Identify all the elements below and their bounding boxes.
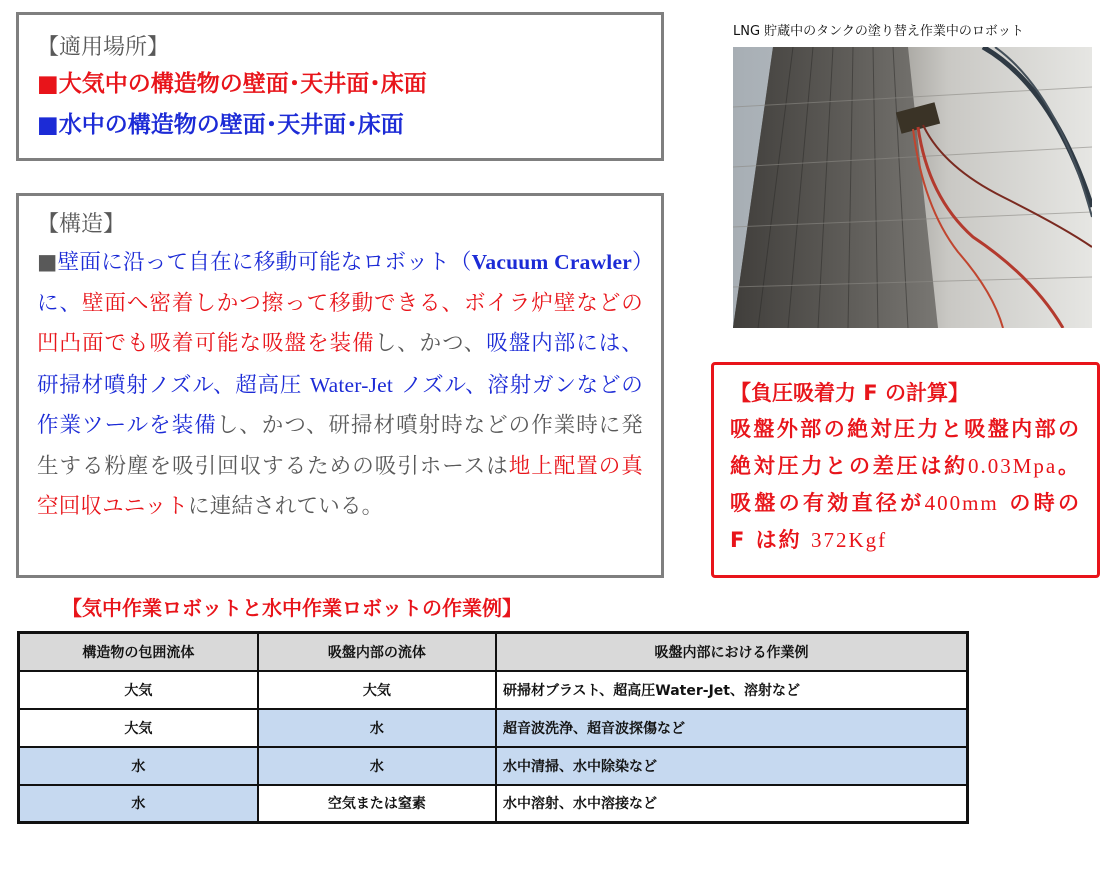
calc-force-value: 372Kgf [810, 528, 888, 552]
header-surrounding-fluid: 構造物の包囲流体 [19, 633, 258, 671]
structure-text-tools-1: 吸盤内部には、研掃材噴射ノズル、超高圧 [37, 331, 643, 398]
scope-line-water: ■水中の構造物の壁面･天井面･床面 [37, 112, 404, 138]
structure-body [37, 242, 643, 528]
work-example-table [17, 631, 969, 824]
structure-text-suction-cup: 壁面へ密着しかつ擦って移動できる、ボイラ炉壁などの凹凸面でも吸着可能な吸盤を装備 [37, 290, 643, 356]
header-work-example: 吸盤内部における作業例 [496, 633, 968, 671]
table-cell: 大気 [258, 671, 496, 709]
table-heading: 【気中作業ロボットと水中作業ロボットの作業例】 [62, 596, 522, 620]
photo-caption: LNG 貯蔵中のタンクの塗り替え作業中のロボット [733, 24, 1024, 39]
table-row [19, 747, 968, 785]
table-cell: 水 [258, 747, 496, 785]
header-inner-fluid: 吸盤内部の流体 [258, 633, 496, 671]
table-cell: 水中溶射、水中溶接など [496, 785, 968, 823]
table-cell: 水 [19, 785, 258, 823]
table-cell: 空気または窒素 [258, 785, 496, 823]
table-cell: 大気 [19, 671, 258, 709]
structure-text-1: 壁面に沿って自在に移動可能なロボット（ [57, 250, 472, 275]
calculation-title: 【負圧吸着力 F の計算】 [730, 381, 969, 405]
calc-text-2: 。吸盤の有効直径が [730, 454, 1082, 515]
structure-text-4: し、かつ、研掃材噴射時などの作業時に発生する粉塵を吸引回収するための吸引ホースは [37, 413, 643, 479]
table-header-row [19, 633, 968, 671]
structure-text-2: ）に、 [37, 250, 644, 316]
table-cell: 大気 [19, 709, 258, 747]
calc-diameter-value: 400mm [924, 491, 999, 515]
structure-text-waterjet: Water-Jet [309, 372, 394, 397]
table-cell: 研掃材ブラスト、超高圧Water-Jet、溶射など [496, 671, 968, 709]
calc-text-1: 吸盤外部の絶対圧力と吸盤内部の絶対圧力との差圧は約 [730, 417, 1081, 478]
table-cell: 水中清掃、水中除染など [496, 747, 968, 785]
table-row [19, 785, 968, 823]
calculation-body [730, 411, 1081, 559]
structure-text-vacuum-crawler: Vacuum Crawler [471, 250, 632, 274]
scope-line-air: ■大気中の構造物の壁面･天井面･床面 [37, 71, 427, 97]
structure-bullet: ■ [37, 250, 58, 275]
calc-pressure-value: 0.03Mpa [967, 454, 1058, 478]
scope-box [16, 12, 664, 161]
table-row [19, 709, 968, 747]
structure-text-tools-2: ノズル、溶射ガンなどの作業ツールを装備 [37, 372, 644, 438]
structure-text-vacuum-unit: 地上配置の真空回収ユニット [37, 453, 643, 519]
structure-box [16, 193, 664, 578]
structure-header: 【構造】 [37, 212, 126, 237]
structure-text-3: し、かつ、 [374, 331, 487, 356]
calc-text-3: の時の F は約 [730, 491, 1082, 552]
table-row [19, 671, 968, 709]
structure-text-5: に連結されている。 [188, 494, 384, 519]
table-cell: 超音波洗浄、超音波探傷など [496, 709, 968, 747]
scope-header: 【適用場所】 [37, 35, 170, 60]
tank-robot-photo [733, 47, 1092, 328]
calculation-box [711, 362, 1100, 578]
table-cell: 水 [19, 747, 258, 785]
tank-photo-illustration [733, 47, 1092, 328]
table-cell: 水 [258, 709, 496, 747]
